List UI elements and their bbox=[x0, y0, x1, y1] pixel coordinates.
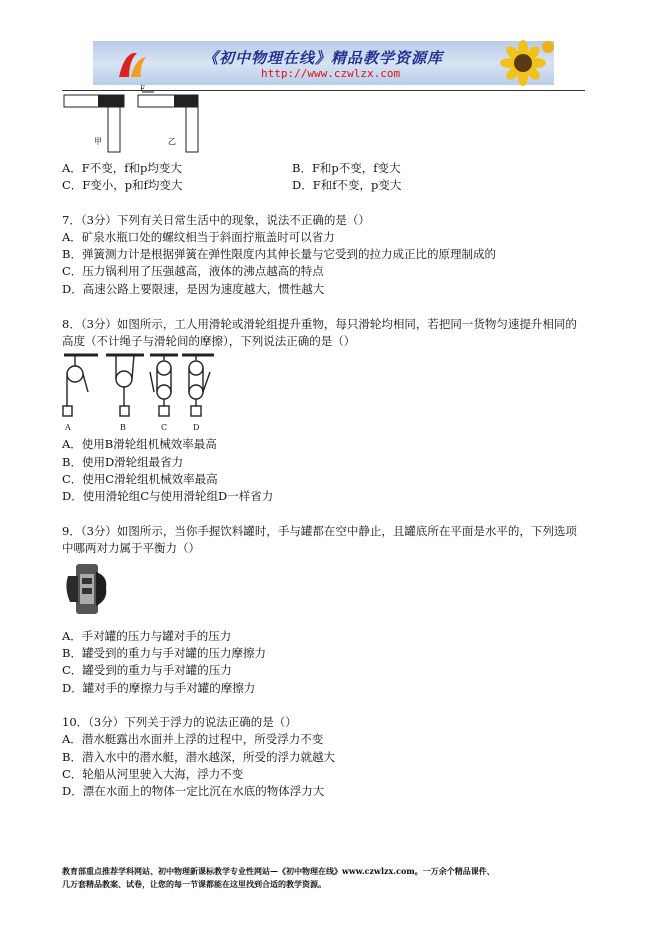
banner-url[interactable]: http://www.czwlzx.com bbox=[261, 67, 401, 80]
fig-label-b: B bbox=[120, 423, 126, 432]
q8-option-b: B．使用D滑轮组最省力 bbox=[62, 455, 184, 469]
svg-text:F: F bbox=[140, 85, 145, 93]
q7-option-c: C．压力锅利用了压强越高，液体的沸点越高的特点 bbox=[62, 264, 324, 278]
q10-stem: 10．（3分）下列关于浮力的说法正确的是（） bbox=[62, 715, 297, 729]
sunflower-icon bbox=[493, 41, 554, 85]
fig-label-c: C bbox=[161, 423, 168, 432]
question6-figure bbox=[62, 85, 212, 154]
q6-option-c: C．F变小，p和f均变大 bbox=[62, 178, 183, 192]
question9-hand-can-figure bbox=[62, 558, 112, 618]
q9-option-d: D．罐对手的摩擦力与手对罐的摩擦力 bbox=[62, 681, 256, 695]
q8-stem-line1: 8．（3分）如图所示，工人用滑轮或滑轮组提升重物，每只滑轮均相同，若把同一货物匀速提升相同的 bbox=[62, 317, 577, 331]
q9-stem-line2: 中哪两对力属于平衡力（） bbox=[62, 541, 200, 555]
q6-option-a: A．F不变，f和p均变大 bbox=[62, 161, 182, 175]
q8-option-c: C．使用C滑轮组机械效率最高 bbox=[62, 472, 218, 486]
q6-option-b: B．F和p不变，f变大 bbox=[292, 161, 401, 175]
fig-label-d: D bbox=[193, 423, 200, 432]
q10-option-c: C．轮船从河里驶入大海，浮力不变 bbox=[62, 767, 244, 781]
q7-stem: 7．（3分）下列有关日常生活中的现象，说法不正确的是（） bbox=[62, 213, 370, 227]
q9-option-a: A．手对罐的压力与罐对手的压力 bbox=[62, 629, 232, 643]
q9-option-c: C．罐受到的重力与手对罐的压力 bbox=[62, 663, 232, 677]
q7-option-a: A．矿泉水瓶口处的螺纹相当于斜面拧瓶盖时可以省力 bbox=[62, 230, 335, 244]
footer-line1: 教育部重点推荐学科网站、初中物理新课标教学专业性网站—《初中物理在线》www.czwlzx.com。一万余个精品课件、 bbox=[62, 866, 495, 876]
fig-label-yi: 乙 bbox=[168, 137, 176, 146]
fig-label-a: A bbox=[65, 423, 71, 432]
q8-option-d: D．使用滑轮组C与使用滑轮组D一样省力 bbox=[62, 489, 274, 503]
q10-option-a: A．潜水艇露出水面并上浮的过程中，所受浮力不变 bbox=[62, 732, 324, 746]
q10-option-d: D．漂在水面上的物体一定比沉在水底的物体浮力大 bbox=[62, 784, 325, 798]
banner-title: 《初中物理在线》精品教学资源库 bbox=[203, 49, 444, 67]
footer-line2: 几万套精品教案、试卷，让您的每一节课都能在这里找到合适的教学资源。 bbox=[62, 879, 326, 889]
q7-option-b: B．弹簧测力计是根据弹簧在弹性限度内其伸长量与它受到的拉力成正比的原理制成的 bbox=[62, 247, 496, 261]
q10-option-b: B．潜入水中的潜水艇，潜水越深，所受的浮力就越大 bbox=[62, 750, 335, 764]
fig-label-jia: 甲 bbox=[94, 137, 102, 146]
q8-option-a: A．使用B滑轮组机械效率最高 bbox=[62, 437, 217, 451]
q7-option-d: D．高速公路上要限速，是因为速度越大，惯性越大 bbox=[62, 282, 325, 296]
q6-option-d: D．F和f不变，p变大 bbox=[292, 178, 402, 192]
question8-pulley-figure bbox=[62, 352, 222, 434]
header-banner bbox=[93, 41, 554, 85]
q8-stem-line2: 高度（不计绳子与滑轮间的摩擦），下列说法正确的是（） bbox=[62, 334, 356, 348]
site-logo-icon bbox=[115, 47, 149, 81]
q9-stem-line1: 9．（3分）如图所示，当你手握饮料罐时，手与罐都在空中静止，且罐底所在平面是水平的，下列选项 bbox=[62, 524, 577, 538]
q9-option-b: B．罐受到的重力与手对罐的压力摩擦力 bbox=[62, 646, 266, 660]
